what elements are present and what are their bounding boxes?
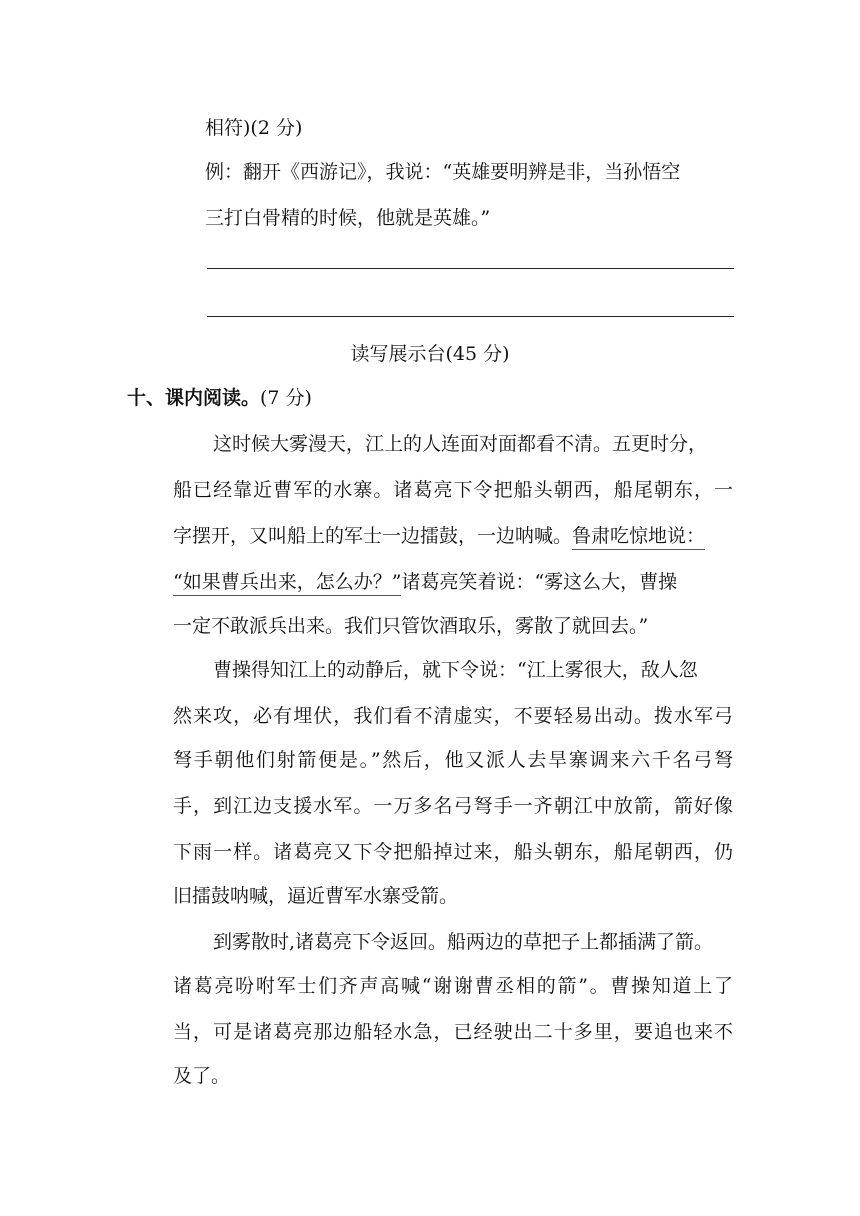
question-heading	[127, 386, 312, 410]
p1-line-5: 一定不敢派兵出来。我们只管饮酒取乐，雾散了就回去。”	[173, 615, 649, 637]
underlined-sentence-start: 鲁肃吃惊地说：	[572, 525, 705, 550]
question-score: (7 分)	[260, 387, 312, 409]
p3-line-1: 到雾散时,诸葛亮下令返回。船两边的草把子上都插满了箭。	[213, 931, 714, 953]
answer-blank-line-1[interactable]	[207, 268, 734, 269]
underlined-sentence-end: “如果曹兵出来，怎么办？”	[173, 571, 401, 596]
p1-line-3	[173, 524, 705, 548]
p3-line-3: 当，可是诸葛亮那边船轻水急，已经驶出二十多里，要追也来不	[173, 1021, 733, 1043]
example-line-1: 例：翻开《西游记》，我说：“英雄要明辨是非，当孙悟空	[205, 161, 681, 183]
p3-line-2: 诸葛亮吩咐军士们齐声高喊“谢谢曹丞相的箭”。曹操知道上了	[173, 975, 733, 997]
section-title: 读写展示台(45 分)	[350, 343, 510, 365]
p1-line-4-text: 诸葛亮笑着说：“雾这么大，曹操	[401, 571, 678, 593]
p2-line-6: 旧擂鼓呐喊，逼近曹军水寨受箭。	[173, 885, 459, 907]
p1-line-2: 船已经靠近曹军的水寨。诸葛亮下令把船头朝西，船尾朝东，一	[173, 479, 733, 501]
p2-line-5: 下雨一样。诸葛亮又下令把船掉过来，船头朝东，船尾朝西，仍	[173, 841, 733, 863]
example-line-2: 三打白骨精的时候，他就是英雄。”	[205, 207, 491, 229]
p1-line-4	[173, 570, 677, 594]
p1-line-3-text: 字摆开，又叫船上的军士一边擂鼓，一边呐喊。	[173, 525, 573, 547]
p2-line-2: 然来攻，必有埋伏，我们看不清虚实，不要轻易出动。拨水军弓	[173, 705, 733, 727]
p2-line-1: 曹操得知江上的动静后，就下令说：“江上雾很大，敌人忽	[213, 659, 698, 681]
answer-blank-line-2[interactable]	[207, 316, 734, 317]
p3-line-4: 及了。	[173, 1065, 231, 1087]
p1-line-1: 这时候大雾漫天，江上的人连面对面都看不清。五更时分，	[213, 433, 708, 455]
question-label: 十、课内阅读。	[127, 387, 261, 409]
p2-line-3: 弩手朝他们射箭便是。”然后，他又派人去旱寨调来六千名弓弩	[173, 749, 733, 771]
answer-continuation: 相符)(2 分)	[205, 117, 303, 139]
p2-line-4: 手，到江边支援水军。一万多名弓弩手一齐朝江中放箭，箭好像	[173, 795, 733, 817]
